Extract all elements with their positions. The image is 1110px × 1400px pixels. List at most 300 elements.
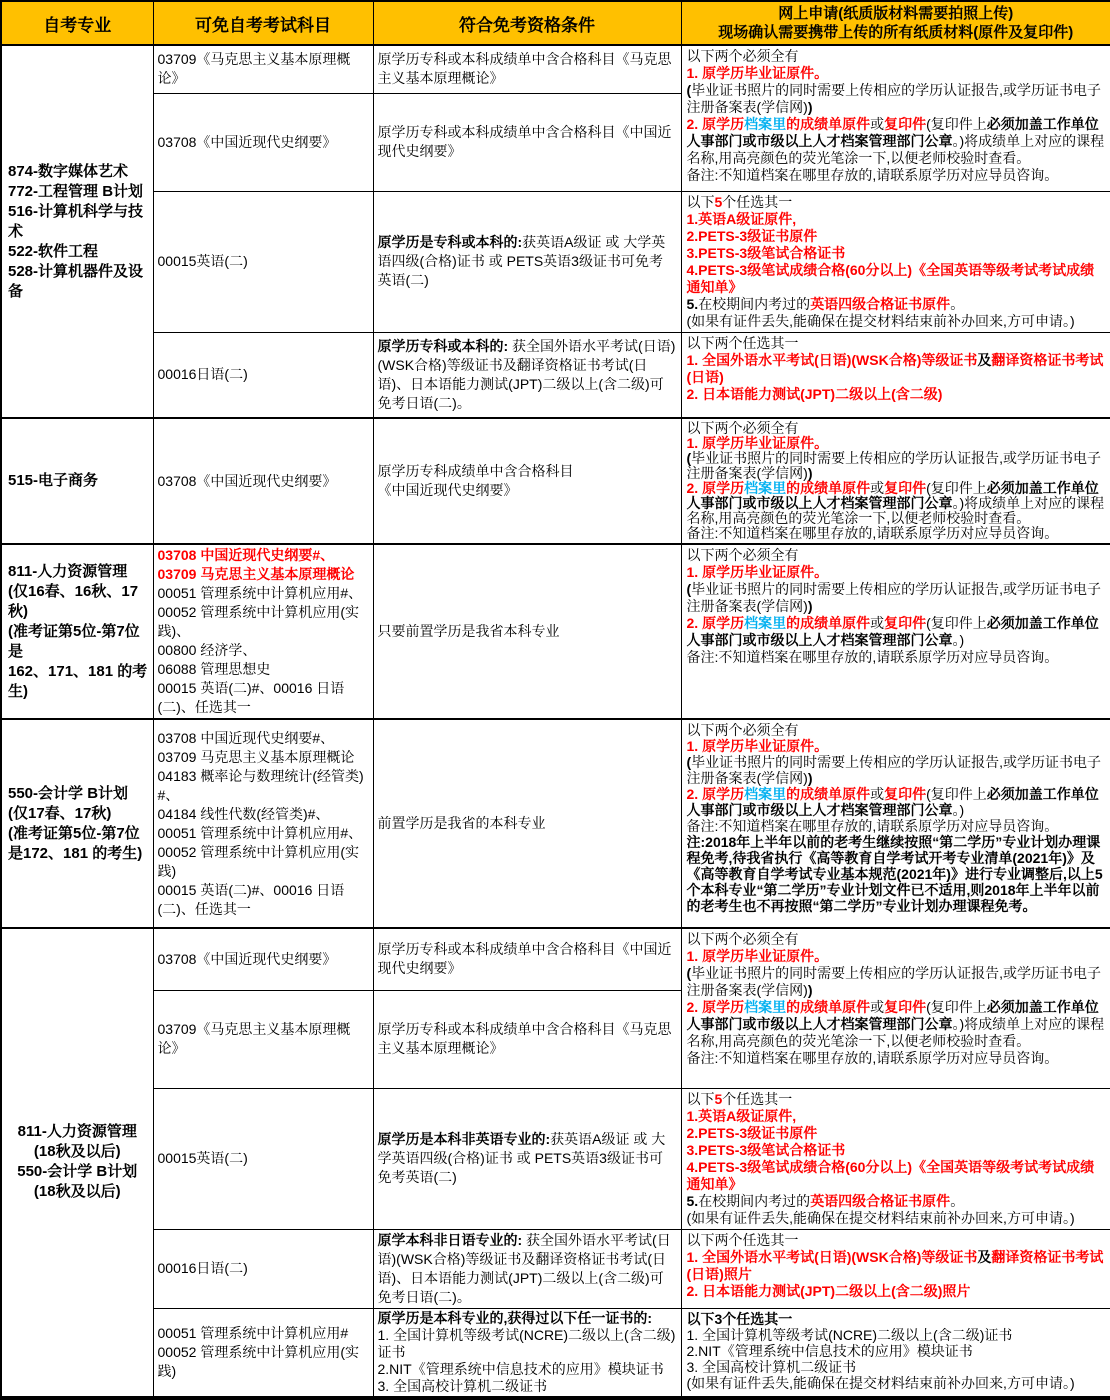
text-run: 1. 全国外语水平考试(日语)(WSK合格)等级证书	[686, 1248, 978, 1265]
text-line	[687, 1327, 1106, 1343]
text-run: 原学历是本科非英语专业的:	[377, 1131, 551, 1147]
text-run: 原学历专科或本科成绩单中含合格科目《马克思主义基本原理概论》	[377, 51, 672, 87]
text-run: 772-工程管理 B计划	[8, 182, 144, 200]
table-row	[1, 544, 1110, 719]
text-line	[687, 738, 1106, 754]
text-run: 03709《马克思主义基本原理概论》	[157, 1021, 351, 1056]
condition-cell-g1r3	[373, 191, 681, 332]
text-line	[687, 481, 1106, 526]
text-run: 2. 日本语能力测试(JPT)二级以上(含二级)	[686, 385, 943, 402]
text-line	[687, 722, 1106, 738]
text-run: 1. 原学历毕业证原件。	[686, 564, 829, 580]
text-run: 4.PETS-3级笔试成绩合格(60分以上)《全国英语等级考试考试成绩通知单》	[686, 261, 1095, 295]
text-run: 00015 英语(二)#、00016 日语(二)、任选其一	[157, 680, 345, 715]
text-line	[687, 834, 1106, 914]
text-run: 档案里	[744, 786, 787, 802]
table-row	[1, 418, 1110, 544]
text-run: 3.PETS-3级笔试合格证书	[686, 1141, 846, 1158]
text-line	[378, 1327, 677, 1361]
text-line	[158, 805, 369, 824]
text-run: 00052 管理系统中计算机应用(实践)	[157, 843, 359, 879]
text-run: 874-数字媒体艺术	[8, 162, 129, 180]
materials-cell-g5-computer	[681, 1308, 1110, 1398]
text-line	[158, 1020, 369, 1058]
text-run: 00051 管理系统中计算机应用#、	[157, 585, 363, 601]
header-materials	[681, 1, 1110, 45]
text-line	[687, 1142, 1106, 1159]
text-line	[158, 729, 369, 748]
text-run: (复印件上	[926, 615, 987, 631]
text-line	[687, 1359, 1106, 1375]
text-line	[378, 337, 677, 413]
text-run: 。)将成绩单上对应的课程名称,用高亮颜色的荧光笔涂一下,以便老师校验时查看。	[686, 1016, 1105, 1049]
subject-cell-g5r1	[153, 928, 373, 990]
major-cell-g4	[1, 719, 153, 928]
text-run: 1. 全国外语水平考试(日语)(WSK合格)等级证书	[686, 351, 978, 368]
text-run: 。)	[952, 802, 965, 818]
text-run: 原学历是专科或本科的:	[377, 234, 523, 250]
text-line	[378, 123, 677, 161]
text-line	[687, 1343, 1106, 1359]
condition-cell-g3	[373, 544, 681, 719]
text-run: 811-人力资源管理	[17, 1123, 137, 1141]
text-line	[158, 252, 369, 271]
text-run: )	[807, 982, 813, 998]
text-run: 获全国外语水平考试(日语)(WSK合格)等级证书及翻译资格证书考试(日语)、日本语能力测试(JPT)二级以上(含二级)可免考日语(二)。	[377, 337, 676, 411]
text-run: (	[686, 581, 692, 597]
text-line	[158, 843, 369, 881]
text-line	[158, 584, 369, 603]
text-run: 备注:不知道档案在哪里存放的,请联系原学历对应导员咨询。	[686, 1050, 1059, 1066]
text-line	[6, 1182, 149, 1202]
text-run: 的成绩单原件	[786, 480, 871, 496]
text-run: 4.PETS-3级笔试成绩合格(60分以上)《全国英语等级考试考试成绩通知单》	[686, 1158, 1095, 1192]
text-run: 2. 原学历	[686, 480, 745, 496]
subject-cell-g2	[153, 418, 373, 544]
text-line	[687, 1091, 1106, 1108]
text-run: 复印件	[884, 480, 927, 496]
text-run: 备注:不知道档案在哪里存放的,请联系原学历对应导员咨询。	[686, 649, 1059, 665]
materials-cell-g1-english	[681, 191, 1110, 332]
text-line	[158, 1324, 369, 1343]
text-line	[158, 546, 369, 565]
text-line	[8, 804, 149, 824]
text-line	[687, 167, 1106, 184]
text-run: 个任选其一	[722, 193, 793, 210]
text-run: 2.PETS-3级证书原件	[686, 1124, 818, 1141]
text-run: 3. 全国高校计算机二级证书	[377, 1377, 548, 1394]
text-run: 03709《马克思主义基本原理概论》	[157, 51, 351, 87]
condition-cell-g5r1	[373, 928, 681, 990]
text-run: 00052 管理系统中计算机应用(实践)	[157, 1343, 359, 1379]
text-line	[687, 754, 1106, 786]
header-materials-line1: 网上申请(纸质版材料需要拍照上传)	[778, 5, 1014, 22]
materials-cell-g1-must	[681, 45, 1110, 191]
text-run: 00051 管理系统中计算机应用#	[157, 1324, 349, 1341]
text-run: 获英语A级证 或 大学英语四级(合格)证书 或 PETS英语3级证书可免考英语(二)	[377, 1131, 666, 1185]
header-subjects: 可免自考考试科目	[153, 1, 373, 45]
text-run: 550-会计学 B计划	[17, 1163, 138, 1181]
text-line	[378, 1361, 677, 1378]
text-run: 3.PETS-3级笔试合格证书	[686, 244, 846, 261]
subject-cell-g5r5	[153, 1308, 373, 1398]
text-run: 5.	[686, 1192, 699, 1209]
text-run: )	[807, 770, 813, 786]
text-run: 只要前置学历是我省本科专业	[377, 623, 560, 639]
text-line	[687, 1108, 1106, 1125]
text-line	[687, 296, 1106, 313]
table-row	[1, 332, 1110, 418]
text-run: 以下两个必须全有	[686, 931, 799, 947]
text-line	[687, 211, 1106, 228]
table-row	[1, 1308, 1110, 1398]
text-line	[687, 1050, 1106, 1067]
text-line	[687, 931, 1106, 948]
text-run: 以下两个任选其一	[686, 1231, 799, 1248]
text-run: 5	[714, 193, 723, 210]
text-run: 2.NIT《管理系统中信息技术的应用》模块证书	[377, 1360, 664, 1377]
text-line	[158, 824, 369, 843]
text-run: 1. 原学历毕业证原件。	[686, 65, 829, 81]
text-line	[687, 421, 1106, 436]
condition-cell-g5r2	[373, 990, 681, 1088]
text-run: 的成绩单原件	[786, 615, 871, 631]
text-line	[8, 242, 149, 262]
text-line	[687, 386, 1106, 403]
text-run: 获全国外语水平考试(日语)(WSK合格)等级证书及翻译资格证书考试(日语)、日本语能力测试(JPT)二级以上(含二级)可免考日语(二)。	[377, 1231, 671, 1305]
subject-cell-g1r3	[153, 191, 373, 332]
text-run: 00800 经济学、	[157, 642, 257, 658]
subject-cell-g1r4	[153, 332, 373, 418]
text-run: 03708《中国近现代史纲要》	[157, 950, 337, 967]
text-run: 1. 原学历毕业证原件。	[686, 948, 829, 964]
text-run: 毕业证书照片的同时需要上传相应的学历认证报告,或学历证书电子注册备案表(学信网)	[686, 581, 1102, 614]
text-run: 03708《中国近现代史纲要》	[157, 133, 337, 150]
text-line	[378, 233, 677, 290]
text-line	[378, 814, 677, 833]
text-run: )	[807, 465, 813, 481]
text-line	[687, 65, 1106, 82]
subject-cell-g3	[153, 544, 373, 719]
text-run: 是172、181 的考生)	[8, 844, 143, 862]
text-run: 162、171、181 的考生)	[8, 662, 148, 700]
materials-cell-g5-must	[681, 928, 1110, 1088]
text-run: 原学历专科成绩单中含合格科目	[377, 463, 574, 479]
materials-cell-g4-must-note	[681, 719, 1110, 928]
text-line	[378, 1020, 677, 1058]
text-run: 5.	[686, 295, 699, 312]
text-line	[687, 335, 1106, 352]
text-run: 或	[870, 480, 885, 496]
text-run: )	[807, 598, 813, 614]
text-run: (	[686, 82, 692, 98]
text-run: 04184 线性代数(经管类)#、	[157, 805, 330, 822]
major-cell-g3	[1, 544, 153, 719]
text-line	[158, 1259, 369, 1278]
text-run: 2. 日本语能力测试(JPT)二级以上(含二级)照片	[686, 1282, 971, 1299]
text-line	[687, 1232, 1106, 1249]
text-run: (复印件上	[926, 116, 987, 132]
text-line	[687, 48, 1106, 65]
text-run: 03708 中国近现代史纲要#、	[157, 547, 335, 563]
text-run: 1. 全国计算机等级考试(NCRE)二级以上(含二级)证书	[686, 1326, 1013, 1343]
text-line	[687, 194, 1106, 211]
text-line	[158, 603, 369, 641]
text-run: 2.NIT《管理系统中信息技术的应用》模块证书	[686, 1342, 973, 1359]
text-line	[8, 582, 149, 622]
text-run: 522-软件工程	[8, 242, 99, 260]
text-line	[687, 581, 1106, 615]
text-line	[687, 245, 1106, 262]
text-line	[687, 649, 1106, 666]
text-run: 注:2018年上半年以前的老考生继续按照“第二学历”专业计划办理课程免考,待我省执行《高等教育自学考试开考专业清单(2021年)》及《高等教育自学考试专业基本规范(2021年)》进行专业调整后,以上5个本科专业“第二学历”专业计划文件已不适用,则2018年上半年以前的老考生也不再按照“第二学历”专业计划办理课程免考。	[686, 834, 1103, 914]
text-line	[158, 950, 369, 969]
condition-cell-g2	[373, 418, 681, 544]
text-run: (18秋及以后)	[33, 1143, 121, 1161]
table-row	[1, 928, 1110, 990]
text-run: 复印件	[884, 786, 927, 802]
text-run: 2. 原学历	[686, 615, 745, 631]
header-materials-line2: 现场确认需要携带上传的所有纸质材料(原件及复印件)	[718, 24, 1074, 41]
text-run: 1. 原学历毕业证原件。	[686, 738, 829, 754]
text-line	[687, 965, 1106, 999]
subject-cell-g1r2	[153, 93, 373, 191]
text-run: 备注:不知道档案在哪里存放的,请联系原学历对应导员咨询。	[686, 167, 1059, 183]
text-line	[687, 564, 1106, 581]
text-line	[158, 50, 369, 88]
text-line	[687, 999, 1106, 1050]
text-line	[158, 365, 369, 384]
text-run: 1.英语A级证原件,	[686, 1107, 797, 1124]
text-run: 必须加盖工作单位人事部门或市级以上人才档案管理部门公章	[686, 615, 1099, 648]
text-line	[8, 844, 149, 864]
condition-cell-g1r2	[373, 93, 681, 191]
text-line	[158, 660, 369, 679]
text-run: 档案里	[744, 999, 787, 1015]
text-line	[378, 481, 677, 500]
text-run: 以下	[686, 193, 715, 210]
text-run: 档案里	[744, 480, 787, 496]
text-run: (如果有证件丢失,能确保在提交材料结束前补办回来,方可申请。)	[686, 1209, 1075, 1226]
text-run: 00016日语(二)	[157, 1260, 248, 1276]
text-run: 516-计算机科学与技术	[8, 202, 144, 240]
text-run: 的成绩单原件	[786, 999, 871, 1015]
text-line	[687, 228, 1106, 245]
text-line	[6, 1142, 149, 1162]
table-row	[1, 45, 1110, 93]
text-run: (如果有证件丢失,能确保在提交材料结束前补办回来,方可申请。)	[686, 312, 1075, 329]
text-run: 以下	[686, 1090, 715, 1107]
condition-cell-g5r3	[373, 1088, 681, 1229]
text-run: 03708 中国近现代史纲要#、	[157, 729, 335, 746]
text-line	[158, 472, 369, 491]
text-line	[687, 818, 1106, 834]
text-run: 原学历专科或本科的:	[377, 337, 509, 354]
text-run: 1. 原学历毕业证原件。	[686, 435, 829, 451]
text-run: 03708《中国近现代史纲要》	[157, 472, 337, 489]
subject-cell-g5r2	[153, 990, 373, 1088]
text-run: 必须加盖工作单位人事部门或市级以上人才档案管理部门公章	[686, 480, 1099, 511]
text-run: 及	[977, 1248, 992, 1265]
text-line	[378, 1231, 677, 1307]
materials-cell-g5-japanese	[681, 1229, 1110, 1308]
text-line	[687, 1125, 1106, 1142]
major-cell-g1	[1, 45, 153, 418]
text-line	[687, 352, 1106, 386]
text-run: 毕业证书照片的同时需要上传相应的学历认证报告,或学历证书电子注册备案表(学信网)	[686, 82, 1102, 115]
materials-cell-g1-japanese	[681, 332, 1110, 418]
text-run: 或	[870, 786, 885, 802]
text-run: 00015 英语(二)#、00016 日语(二)、任选其一	[157, 881, 345, 917]
text-run: 复印件	[884, 116, 927, 132]
text-run: 个任选其一	[722, 1090, 793, 1107]
header-conditions: 符合免考资格条件	[373, 1, 681, 45]
text-run: (准考证第5位-第7位是	[8, 622, 140, 660]
text-line	[687, 1375, 1106, 1391]
text-line	[378, 1310, 677, 1327]
text-line	[8, 784, 149, 804]
text-line	[158, 133, 369, 152]
table-row	[1, 1229, 1110, 1308]
text-line	[378, 940, 677, 978]
text-line	[158, 767, 369, 805]
condition-cell-g1r4	[373, 332, 681, 418]
text-line	[6, 1162, 149, 1182]
text-line	[8, 622, 149, 662]
text-run: 00015英语(二)	[157, 253, 248, 269]
text-run: 1.英语A级证原件,	[686, 210, 797, 227]
text-run: 550-会计学 B计划	[8, 784, 129, 802]
condition-cell-g5r5	[373, 1308, 681, 1398]
text-line	[158, 881, 369, 919]
subject-cell-g4	[153, 719, 373, 928]
text-run: 03709 马克思主义基本原理概论	[157, 566, 355, 582]
text-run: 在校期间内考过的	[698, 295, 811, 312]
text-line	[378, 1130, 677, 1187]
text-run: 528-计算机器件及设备	[8, 262, 144, 300]
text-line	[687, 1210, 1106, 1227]
text-run: 5	[714, 1090, 723, 1107]
condition-cell-g1r1	[373, 45, 681, 93]
text-line	[8, 182, 149, 202]
text-run: 以下3个任选其一	[686, 1310, 793, 1327]
text-run: 原学历专科或本科成绩单中含合格科目《中国近现代史纲要》	[377, 941, 672, 977]
materials-cell-g5-english	[681, 1088, 1110, 1229]
text-run: 04183 概率论与数理统计(经管类)#、	[157, 767, 364, 803]
text-run: 以下两个任选其一	[686, 334, 799, 351]
text-line	[687, 436, 1106, 451]
text-run: (	[686, 965, 692, 981]
text-line	[687, 615, 1106, 649]
text-run: (	[686, 754, 692, 770]
text-run: 原学本科非日语专业的:	[377, 1231, 523, 1248]
text-run: 03709 马克思主义基本原理概论	[157, 748, 355, 765]
text-line	[8, 262, 149, 302]
condition-cell-g5r4	[373, 1229, 681, 1308]
text-line	[378, 462, 677, 481]
text-run: 英语四级合格证书原件	[810, 1192, 951, 1209]
text-line	[158, 679, 369, 717]
text-line	[687, 116, 1106, 167]
text-run: 3. 全国高校计算机二级证书	[686, 1358, 857, 1375]
text-run: 以下两个必须全有	[686, 48, 799, 64]
text-run: )	[807, 99, 813, 115]
condition-cell-g4	[373, 719, 681, 928]
text-run: 以下两个必须全有	[686, 420, 799, 436]
text-line	[687, 1283, 1106, 1300]
text-run: 的成绩单原件	[786, 116, 871, 132]
text-run: 必须加盖工作单位人事部门或市级以上人才档案管理部门公章	[686, 116, 1099, 149]
text-run: 备注:不知道档案在哪里存放的,请联系原学历对应导员咨询。	[686, 525, 1059, 541]
text-run: 在校期间内考过的	[698, 1192, 811, 1209]
text-line	[378, 50, 677, 88]
text-line	[687, 82, 1106, 116]
text-run: 档案里	[744, 116, 787, 132]
text-line	[158, 641, 369, 660]
text-run: 1. 全国计算机等级考试(NCRE)二级以上(含二级)证书	[377, 1326, 676, 1360]
text-run: 毕业证书照片的同时需要上传相应的学历认证报告,或学历证书电子注册备案表(学信网)	[686, 754, 1102, 786]
text-run: 必须加盖工作单位人事部门或市级以上人才档案管理部门公章	[686, 999, 1099, 1032]
text-run: 2. 原学历	[686, 999, 745, 1015]
text-run: 翻译资格证书考试(日语)	[686, 351, 1104, 385]
text-line	[687, 262, 1106, 296]
table-header-row	[1, 1, 1110, 45]
major-cell-g5	[1, 928, 153, 1398]
text-run: 。)将成绩单上对应的课程名称,用高亮颜色的荧光笔涂一下,以便老师校验时查看。	[686, 495, 1105, 526]
subject-cell-g5r4	[153, 1229, 373, 1308]
text-run: 复印件	[884, 999, 927, 1015]
subject-cell-g5r3	[153, 1088, 373, 1229]
text-run: 或	[870, 999, 885, 1015]
text-run: 2. 原学历	[686, 786, 745, 802]
text-line	[687, 1249, 1106, 1283]
text-line	[378, 1378, 677, 1395]
text-line	[687, 313, 1106, 330]
text-run: (复印件上	[926, 999, 987, 1015]
text-run: 档案里	[744, 615, 787, 631]
text-line	[687, 547, 1106, 564]
subject-cell-g1r1	[153, 45, 373, 93]
text-run: 00051 管理系统中计算机应用#、	[157, 824, 363, 841]
text-run: 《中国近现代史纲要》	[377, 482, 518, 498]
text-run: 或	[870, 615, 885, 631]
text-run: 。)	[952, 632, 965, 648]
text-line	[687, 1193, 1106, 1210]
text-run: 以下两个必须全有	[686, 547, 799, 563]
text-line	[687, 948, 1106, 965]
text-line	[687, 786, 1106, 818]
text-line	[8, 824, 149, 844]
text-line	[8, 202, 149, 242]
text-run: (	[686, 450, 692, 466]
text-line	[8, 562, 149, 582]
text-run: 毕业证书照片的同时需要上传相应的学历认证报告,或学历证书电子注册备案表(学信网)	[686, 965, 1102, 998]
text-run: 毕业证书照片的同时需要上传相应的学历认证报告,或学历证书电子注册备案表(学信网)	[686, 450, 1102, 481]
table-row	[1, 719, 1110, 928]
text-run: (如果有证件丢失,能确保在提交材料结束前补办回来,方可申请。)	[686, 1374, 1075, 1391]
text-run: 的成绩单原件	[786, 786, 871, 802]
text-run: 英语四级合格证书原件	[810, 295, 951, 312]
text-run: 。)将成绩单上对应的课程名称,用高亮颜色的荧光笔涂一下,以便老师校验时查看。	[686, 133, 1105, 166]
text-run: 00016日语(二)	[157, 366, 248, 383]
text-run: 。	[950, 295, 965, 312]
text-run: 复印件	[884, 615, 927, 631]
text-line	[158, 748, 369, 767]
text-run: 00052 管理系统中计算机应用(实践)、	[157, 604, 359, 639]
text-run: 原学历专科或本科成绩单中含合格科目《中国近现代史纲要》	[377, 124, 672, 159]
text-run: 811-人力资源管理	[8, 562, 128, 580]
header-major: 自考专业	[1, 1, 153, 45]
